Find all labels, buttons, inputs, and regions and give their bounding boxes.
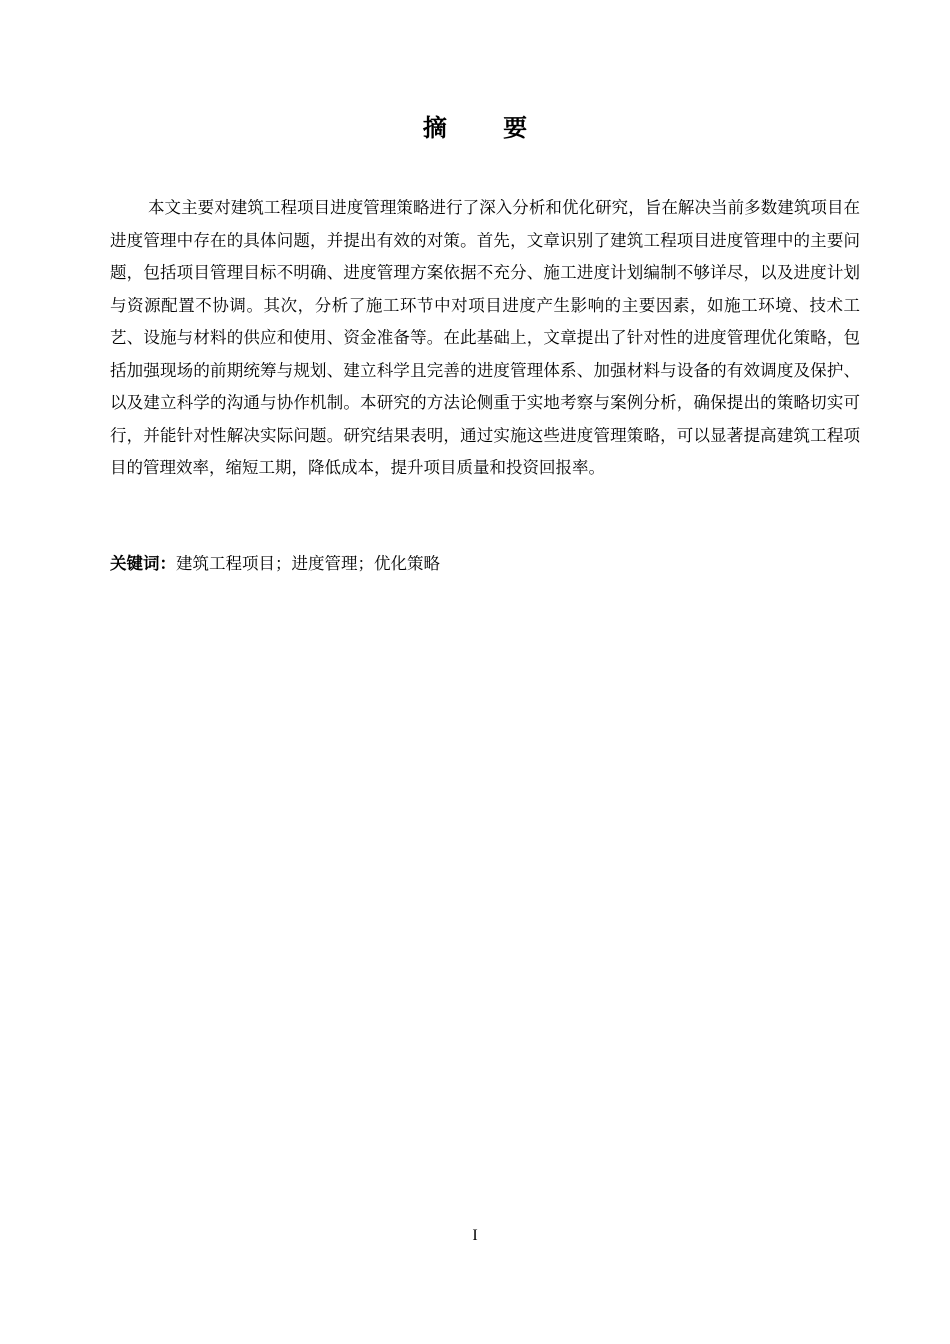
page-number: I	[472, 1227, 478, 1244]
keywords-label: 关键词：	[110, 554, 176, 573]
page-title: 摘 要	[422, 114, 552, 142]
abstract-paragraph: 本文主要对建筑工程项目进度管理策略进行了深入分析和优化研究，旨在解决当前多数建筑项目在进度管理中存在的具体问题，并提出有效的对策。首先，文章识别了建筑工程项目进度管理中的主要问题，包括项目管理目标不明确、进度管理方案依据不充分、施工进度计划编制不够详尽，以及进度计划与资源配置不协调。其次，分析了施工环节中对项目进度产生影响的主要因素，如施工环境、技术工艺、设施与材料的供应和使用、资金准备等。在此基础上，文章提出了针对性的进度管理优化策略，包括加强现场的前期统筹与规划、建立科学且完善的进度管理体系、加强材料与设备的有效调度及保护、以及建立科学的沟通与协作机制。本研究的方法论侧重于实地考察与案例分析，确保提出的策略切实可行，并能针对性解决实际问题。研究结果表明，通过实施这些进度管理策略，可以显著提高建筑工程项目的管理效率，缩短工期，降低成本，提升项目质量和投资回报率。	[110, 198, 860, 477]
keywords-line	[110, 548, 860, 580]
keywords-text: 建筑工程项目；进度管理；优化策略	[176, 554, 440, 573]
